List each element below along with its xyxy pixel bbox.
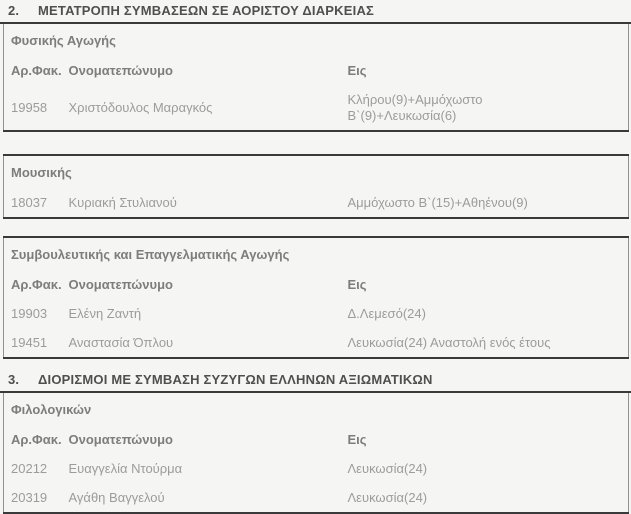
table-row: [4, 299, 629, 328]
column-header-fak: Αρ.Φακ.: [11, 277, 62, 292]
category-label: Συμβουλευτικής και Επαγγελματικής Αγωγής: [11, 247, 290, 262]
cell-name: Χριστόδουλος Μαραγκός: [68, 100, 213, 115]
column-header-eis: Εις: [347, 432, 367, 447]
table-row: [4, 328, 629, 358]
category-label: Φιλολογικών: [11, 402, 92, 417]
cell-fak: 20319: [11, 490, 48, 505]
section-3-number: 3.: [8, 372, 20, 387]
cell-eis: Κλήρου(9)+Αμμόχωστο Β`(9)+Λευκωσία(6): [347, 92, 483, 123]
column-header-name: Ονοματεπώνυμο: [68, 277, 173, 292]
section-3-heading: [0, 369, 631, 393]
section-2-heading: [0, 0, 631, 24]
table-row: [4, 188, 629, 218]
cell-name: Αγάθη Βαγγελού: [68, 490, 165, 505]
column-header-fak: Αρ.Φακ.: [11, 63, 62, 78]
section-3-title: ΔΙΟΡΙΣΜΟΙ ΜΕ ΣΥΜΒΑΣΗ ΣΥΖΥΓΩΝ ΕΛΛΗΝΩΝ ΑΞΙΩΜΑΤΙΚΩΝ: [38, 372, 433, 387]
table-filologikon: [3, 393, 629, 514]
category-row: [4, 393, 629, 425]
cell-fak: 19903: [11, 306, 48, 321]
table-row: [4, 483, 629, 513]
cell-name: Αναστασία Όπλου: [68, 335, 174, 350]
section-2-title: ΜΕΤΑΤΡΟΠΗ ΣΥΜΒΑΣΕΩΝ ΣΕ ΑΟΡΙΣΤΟΥ ΔΙΑΡΚΕΙΑΣ: [38, 3, 375, 18]
table-row: [4, 85, 629, 131]
cell-eis: Λευκωσία(24): [347, 461, 428, 476]
cell-eis: Λευκωσία(24): [347, 490, 428, 505]
table-fysikis-agogis: [3, 24, 629, 132]
cell-name: Ευαγγελία Ντούρμα: [68, 461, 183, 476]
category-row: [4, 155, 629, 188]
table-mousikis: [3, 154, 629, 219]
cell-fak: 19451: [11, 335, 48, 350]
cell-name: Ελένη Ζαντή: [68, 306, 142, 321]
cell-eis: Λευκωσία(24) Αναστολή ενός έτους: [347, 335, 551, 350]
column-header-eis: Εις: [347, 277, 367, 292]
cell-fak: 18037: [11, 195, 48, 210]
column-header-name: Ονοματεπώνυμο: [68, 432, 173, 447]
table-row: [4, 454, 629, 483]
table-symvouleftikis: [3, 236, 629, 359]
column-header-row: [4, 270, 629, 299]
column-header-row: [4, 56, 629, 85]
column-header-eis: Εις: [347, 63, 367, 78]
section-2-number: 2.: [8, 3, 20, 18]
category-row: [4, 237, 629, 270]
column-header-row: [4, 425, 629, 454]
cell-fak: 20212: [11, 461, 48, 476]
category-label: Φυσικής Αγωγής: [11, 33, 116, 48]
cell-fak: 19958: [11, 100, 48, 115]
cell-eis: Αμμόχωστο Β`(15)+Αθηένου(9): [347, 195, 528, 210]
column-header-fak: Αρ.Φακ.: [11, 432, 62, 447]
category-row: [4, 24, 629, 56]
cell-name: Κυριακή Στυλιανού: [68, 195, 177, 210]
column-header-name: Ονοματεπώνυμο: [68, 63, 173, 78]
cell-eis: Δ.Λεμεσό(24): [347, 306, 426, 321]
category-label: Μουσικής: [11, 165, 72, 180]
